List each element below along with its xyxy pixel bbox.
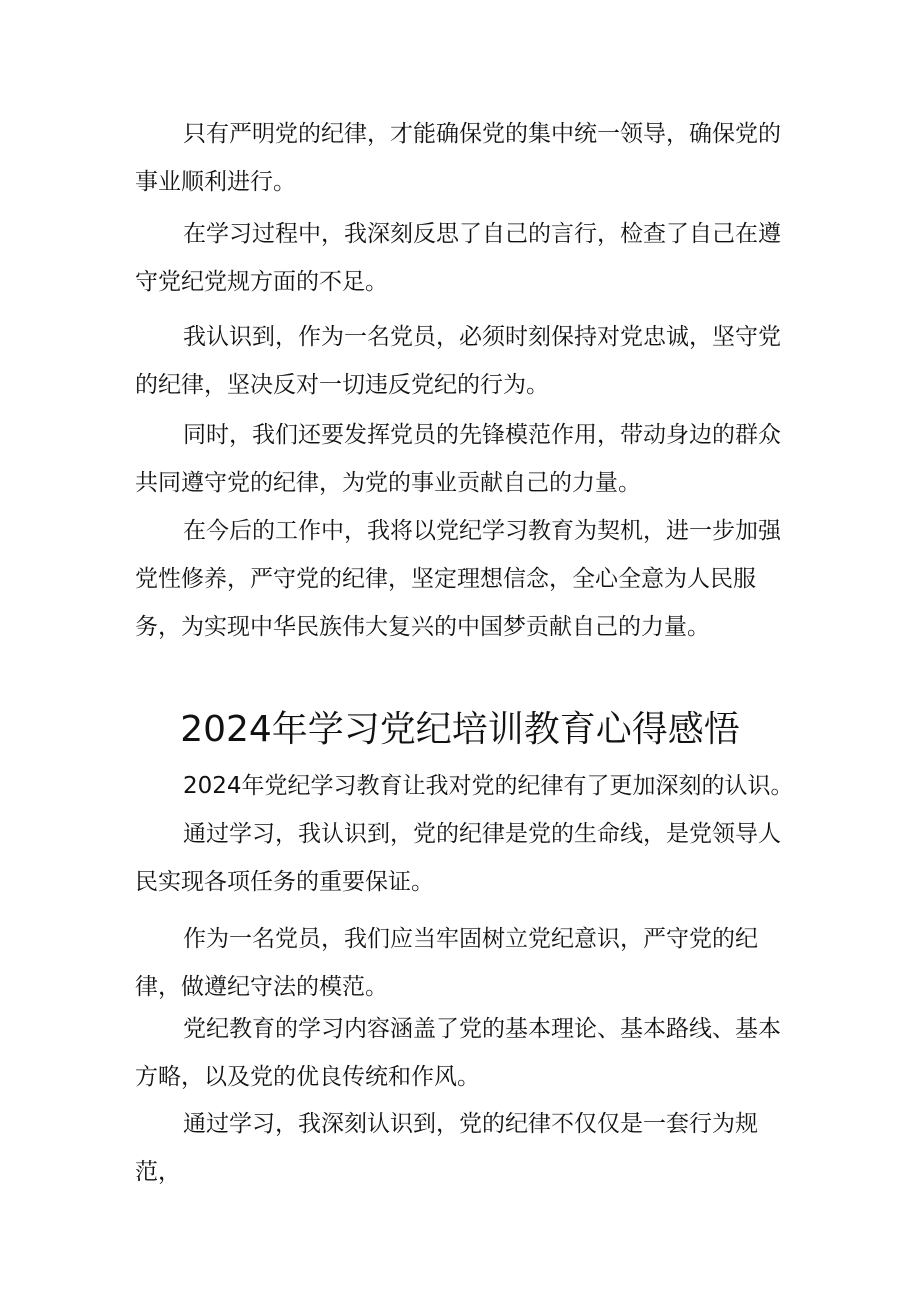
paragraph: 我认识到，作为一名党员，必须时刻保持对党忠诚，坚守党的纪律，坚决反对一切违反党纪的行为。 — [135, 324, 781, 398]
paragraph: 只有严明党的纪律，才能确保党的集中统一领导，确保党的事业顺利进行。 — [135, 121, 781, 195]
paragraph: 在学习过程中，我深刻反思了自己的言行，检查了自己在遵守党纪党规方面的不足。 — [135, 221, 781, 295]
paragraph: 党纪教育的学习内容涵盖了党的基本理论、基本路线、基本方略，以及党的优良传统和作风。 — [135, 1016, 781, 1090]
paragraph: 通过学习，我认识到，党的纪律是党的生命线，是党领导人民实现各项任务的重要保证。 — [135, 821, 781, 895]
paragraph: 作为一名党员，我们应当牢固树立党纪意识，严守党的纪律，做遵纪守法的模范。 — [135, 926, 758, 1000]
paragraph: 同时，我们还要发挥党员的先锋模范作用，带动身边的群众共同遵守党的纪律，为党的事业贡献自己的力量。 — [135, 422, 781, 496]
section-title: 2024年学习党纪培训教育心得感悟 — [180, 709, 740, 750]
paragraph: 通过学习，我深刻认识到，党的纪律不仅仅是一套行为规范， — [135, 1111, 758, 1185]
paragraph: 在今后的工作中，我将以党纪学习教育为契机，进一步加强党性修养，严守党的纪律，坚定理想信念，全心全意为人民服务，为实现中华民族伟大复兴的中国梦贡献自己的力量。 — [135, 518, 781, 640]
paragraph: 2024年党纪学习教育让我对党的纪律有了更加深刻的认识。 — [183, 773, 794, 799]
